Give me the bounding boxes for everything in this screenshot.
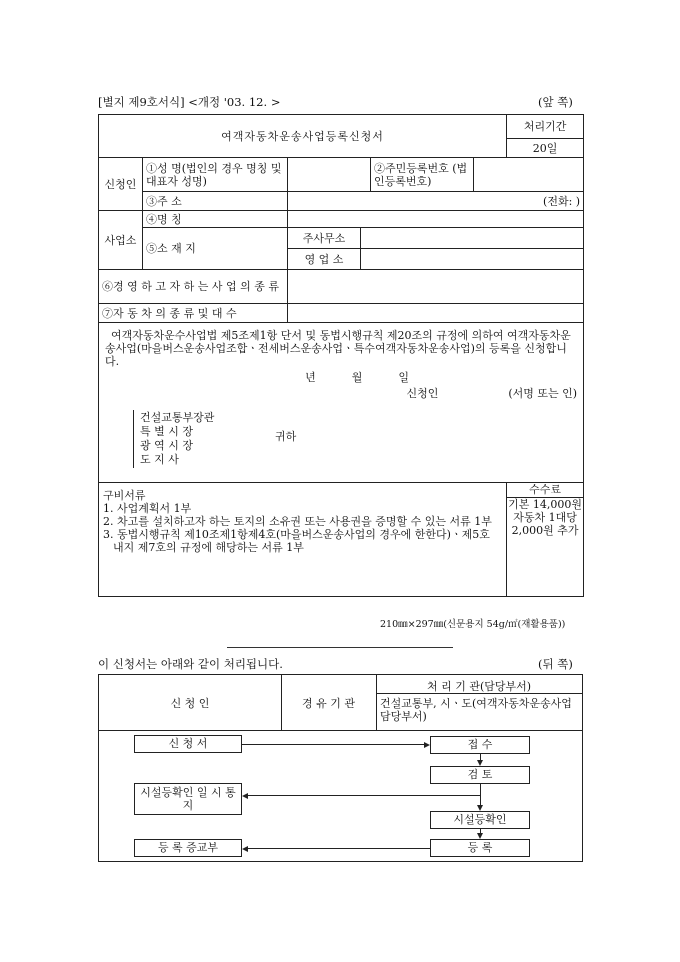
form-number: [별지 제9호서식] <개정 '03. 12. > [98, 95, 281, 109]
paper-spec: 210㎜×297㎜(신문용지 54g/㎡(재활용품)) [380, 619, 566, 630]
addressee-metro-city: 광 역 시 장 [134, 439, 195, 452]
date-line [135, 371, 579, 384]
vehicle-type-count-label: ⑦자 동 차 의 종 류 및 대 수 [99, 304, 288, 323]
branch-office-field[interactable] [361, 249, 584, 270]
fee-base: 기본 14,000원 [508, 498, 583, 511]
addressee-bracket [133, 410, 266, 468]
branch-office-label: 영 업 소 [288, 249, 361, 270]
required-documents [99, 483, 507, 597]
form-title: 여객자동차운송사업등록신청서 [99, 115, 507, 158]
head-office-label: 주사무소 [288, 228, 361, 249]
name-field[interactable] [288, 158, 371, 192]
application-form-table [98, 114, 584, 597]
business-location-label: ⑤소 재 지 [143, 228, 288, 270]
address-field[interactable] [288, 192, 584, 211]
id-number-field[interactable] [474, 158, 584, 192]
step-inspection: 시설등확인 [430, 811, 530, 829]
flow-arrow-submit [242, 744, 424, 745]
col-applicant: 신 청 인 [170, 697, 210, 710]
honorific: 귀하 [275, 430, 297, 443]
business-name-field[interactable] [288, 211, 584, 228]
flow-arrow-notice [248, 795, 480, 796]
fee-extra: 2,000원 추가 [511, 524, 579, 537]
fee-box [507, 483, 584, 597]
document-item-1: 1. 사업계획서 1부 [103, 502, 192, 515]
addressee-block [105, 410, 579, 472]
addressee-special-city: 특 별 시 장 [134, 425, 195, 438]
step-review: 검 토 [430, 766, 530, 784]
business-type-label: ⑥경 영 하 고 자 하 는 사 업 의 종 류 [99, 270, 288, 304]
col-processing-agency: 처 리 기 관(담당부서) [426, 680, 532, 693]
process-intro: 이 신청서는 아래와 같이 처리됩니다. [98, 657, 283, 671]
step-registration: 등 록 [430, 839, 530, 857]
addressee-minister: 건설교통부장관 [134, 411, 216, 424]
year-label: 년 [305, 371, 316, 384]
id-number-label: ②주민등록번호 (법인등록번호) [371, 158, 474, 192]
declaration-section [99, 323, 584, 483]
name-label: ①성 명(법인의 경우 명칭 및 대표자 성명) [143, 158, 288, 192]
page-side-front: (앞 쪽) [538, 95, 573, 109]
signer-label: 신청인 [406, 387, 439, 400]
page-separator [227, 647, 453, 648]
signature-line [105, 387, 579, 400]
vehicle-type-count-field[interactable] [288, 304, 584, 323]
flow-arrow-issue [248, 848, 430, 849]
col-processing-sub: 건설교통부, 시ㆍ도(여객자동차운송사업 담당부서) [380, 697, 572, 723]
business-site-label: 사업소 [99, 211, 143, 270]
step-application: 신 청 서 [134, 735, 242, 753]
phone-label: (전화: ) [543, 194, 581, 208]
processing-period-value: 20일 [507, 139, 584, 158]
business-type-field[interactable] [288, 270, 584, 304]
fee-per-vehicle: 자동차 1대당 [513, 511, 577, 524]
signature-note: (서명 또는 인) [508, 387, 578, 400]
day-label: 일 [398, 371, 409, 384]
business-name-label: ④명 칭 [143, 211, 288, 228]
page-side-back: (뒤 쪽) [538, 657, 573, 671]
addressee-governor: 도 지 사 [134, 453, 181, 466]
document-item-3: 3. 동법시행규칙 제10조제1항제4호(마을버스운송사업의 경우에 한한다)ㆍ제5호 내지 제7호의 규정에 해당하는 서류 1부 [103, 528, 490, 554]
col-via-agency: 경 유 기 관 [302, 697, 355, 710]
month-label: 월 [351, 371, 363, 384]
fee-label: 수수료 [507, 483, 583, 498]
declaration-text: 여객자동차운수사업법 제5조제1항 단서 및 동법시행규칙 제20조의 규정에 의하여 여객자동차운송사업(마을버스운송사업조합ㆍ전세버스운송사업ㆍ특수여객자동차운송사업)의 등록을 신청합니다. [105, 329, 571, 368]
step-receipt: 접 수 [430, 736, 530, 754]
step-certificate: 등 록 증교부 [134, 839, 242, 857]
process-flowchart [98, 674, 583, 862]
step-inspection-notice: 시설등확인 일 시 통 지 [134, 783, 242, 815]
applicant-label: 신청인 [99, 158, 143, 211]
documents-title: 구비서류 [103, 489, 146, 502]
head-office-field[interactable] [361, 228, 584, 249]
address-label: ③주 소 [143, 192, 288, 211]
document-item-2: 2. 차고를 설치하고자 하는 토지의 소유권 또는 사용권을 증명할 수 있는 서류 1부 [103, 515, 492, 528]
processing-period-label: 처리기간 [507, 115, 584, 139]
